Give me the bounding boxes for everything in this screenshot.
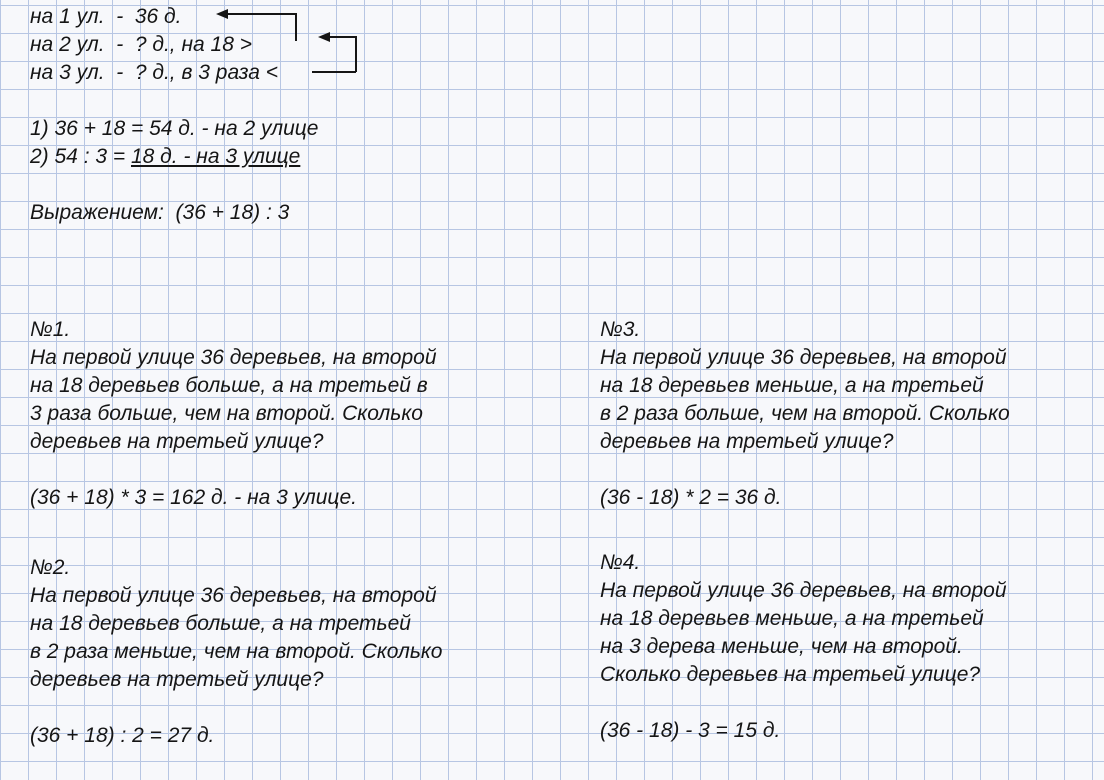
- problem-text-line: На первой улице 36 деревьев, на второй: [30, 346, 437, 369]
- solution-step-1: 1) 36 + 18 = 54 д. - на 2 улице: [30, 117, 319, 140]
- solution-step-2: [30, 143, 300, 171]
- problem-text-line: на 18 деревьев меньше, а на третьей: [600, 607, 984, 630]
- problem-text-line: деревьев на третьей улице?: [30, 430, 324, 453]
- solution-expression: Выражением: (36 + 18) : 3: [30, 201, 290, 224]
- problem-text-line: на 3 дерева меньше, чем на второй.: [600, 635, 963, 658]
- step-2-prefix: 2) 54 : 3 =: [30, 145, 131, 168]
- problem-number: №3.: [600, 318, 641, 341]
- problem-answer: (36 - 18) * 2 = 36 д.: [600, 486, 782, 509]
- problem-text-line: На первой улице 36 деревьев, на второй: [600, 346, 1007, 369]
- problem-answer: (36 + 18) : 2 = 27 д.: [30, 724, 215, 747]
- problem-text-line: деревьев на третьей улице?: [600, 430, 894, 453]
- problem-text-line: деревьев на третьей улице?: [30, 668, 324, 691]
- problem-number: №4.: [600, 551, 641, 574]
- problem-4: [600, 549, 1007, 745]
- problem-text-line: На первой улице 36 деревьев, на второй: [600, 579, 1007, 602]
- problem-text-line: в 2 раза меньше, чем на второй. Сколько: [30, 640, 443, 663]
- condition-line-1: на 1 ул. - 36 д.: [30, 5, 182, 28]
- problem-number: №1.: [30, 318, 71, 341]
- problem-text-line: на 18 деревьев больше, а на третьей: [30, 612, 411, 635]
- condition-line-3: на 3 ул. - ? д., в 3 раза <: [30, 61, 278, 84]
- problem-2: [30, 554, 442, 750]
- problem-text-line: на 18 деревьев больше, а на третьей в: [30, 374, 428, 397]
- step-2-answer: 18 д. - на 3 улице: [130, 145, 301, 168]
- arrow-head-1-icon: [216, 9, 228, 19]
- problem-text-line: Сколько деревьев на третьей улице?: [600, 663, 981, 686]
- problem-text-line: 3 раза больше, чем на второй. Сколько: [30, 402, 423, 425]
- arrow-head-2-icon: [318, 32, 330, 42]
- problem-text-line: в 2 раза больше, чем на второй. Сколько: [600, 402, 1010, 425]
- problem-text-line: на 18 деревьев меньше, а на третьей: [600, 374, 984, 397]
- problem-number: №2.: [30, 556, 71, 579]
- problem-text-line: На первой улице 36 деревьев, на второй: [30, 584, 437, 607]
- problem-3: [600, 316, 1010, 512]
- condition-line-2: на 2 ул. - ? д., на 18 >: [30, 33, 253, 56]
- problem-answer: (36 + 18) * 3 = 162 д. - на 3 улице.: [30, 486, 357, 509]
- problem-answer: (36 - 18) - 3 = 15 д.: [600, 719, 781, 742]
- problem-1: [30, 316, 437, 512]
